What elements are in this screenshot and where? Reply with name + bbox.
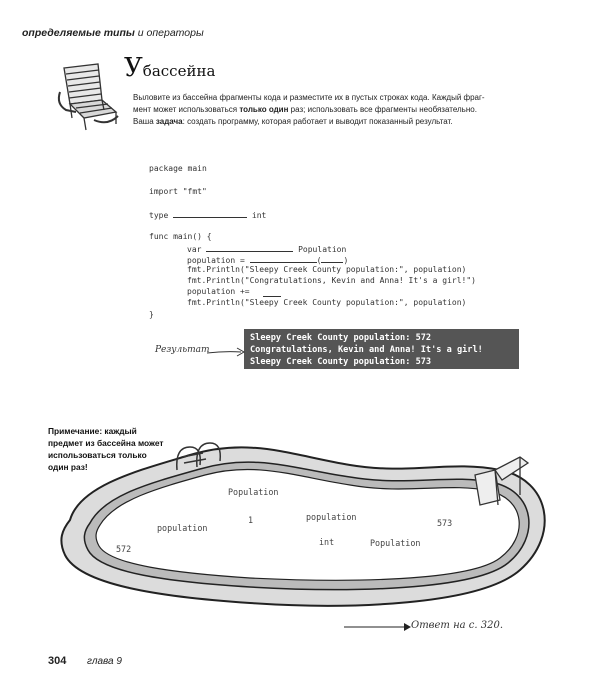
increment-text: population += [187, 287, 250, 296]
fragment[interactable]: Population [370, 538, 421, 548]
arrow-right-icon [207, 346, 247, 358]
blank-slot[interactable] [321, 254, 343, 263]
code-line-increment [187, 287, 250, 296]
blank-slot[interactable] [206, 243, 293, 252]
lounge-chair-icon [50, 60, 125, 135]
blank-slot[interactable] [263, 288, 281, 297]
instructions-text: мент может использоваться [133, 105, 238, 115]
code-line-println-3: fmt.Println("Sleepy Creek County population:", population) [187, 298, 467, 307]
output-line: Congratulations, Kevin and Anna! It's a girl! [250, 345, 483, 355]
fragment[interactable]: Population [228, 487, 279, 497]
running-header [22, 27, 204, 39]
instructions-emphasis: только один [239, 105, 289, 115]
blank-slot[interactable] [173, 209, 247, 218]
arrow-right-icon [344, 622, 414, 632]
instructions-line-2 [133, 104, 533, 116]
fragment[interactable]: 1 [248, 515, 254, 525]
title-first-letter: У [124, 53, 143, 83]
result-label: Результат [155, 345, 210, 355]
fragment[interactable]: int [319, 537, 335, 547]
header-rest: и операторы [137, 27, 204, 39]
type-keyword: type [149, 211, 169, 220]
assign-text: population = [187, 256, 245, 265]
instructions-line-3 [133, 116, 533, 128]
output-line: Sleepy Creek County population: 573 [250, 357, 432, 367]
output-console [244, 329, 519, 369]
header-bold: определяемые типы [22, 27, 135, 39]
note-text: Примечание: каждый предмет из бассейна может использоваться только один раз! [48, 426, 164, 472]
code-line-import: import "fmt" [149, 187, 207, 196]
fragment[interactable]: 573 [437, 518, 453, 528]
paren-close: ) [343, 256, 349, 265]
code-line-type [149, 209, 266, 220]
pool-illustration [50, 425, 555, 620]
code-line-assign [187, 254, 348, 265]
instructions-text: Ваша [133, 117, 154, 127]
var-keyword: var [187, 245, 202, 254]
code-line-println-1: fmt.Println("Sleepy Creek County population:", population) [187, 265, 467, 274]
code-line-package: package main [149, 164, 207, 173]
instructions-text: : создать программу, которая работает и выводит показанный результат. [182, 117, 453, 127]
instructions-text: раз; использовать все фрагменты необязательно. [290, 105, 477, 115]
var-type: Population [298, 245, 347, 254]
code-line-println-2: fmt.Println("Congratulations, Kevin and Anna! It's a girl!") [187, 276, 476, 285]
fragment[interactable]: 572 [116, 544, 132, 554]
paren-open: ( [316, 256, 322, 265]
instructions-line-1: Выловите из бассейна фрагменты кода и разместите их в пустых строках кода. Каждый фраг- [133, 93, 485, 102]
page-number: 304 [48, 655, 67, 667]
fragment[interactable]: population [306, 512, 357, 522]
output-line: Sleepy Creek County population: 572 [250, 333, 432, 343]
code-line-var [187, 243, 346, 254]
blank-slot[interactable] [250, 254, 317, 263]
title-rest: бассейна [142, 62, 216, 80]
answer-reference[interactable]: Ответ на с. 320. [411, 620, 504, 631]
section-title [124, 53, 216, 83]
fragment[interactable]: population [157, 523, 208, 533]
type-int: int [251, 211, 267, 220]
code-line-close: } [149, 310, 154, 319]
instructions-emphasis: задача [155, 117, 183, 127]
instructions [133, 92, 533, 129]
code-line-func: func main() { [149, 232, 212, 241]
chapter-label: глава 9 [87, 656, 122, 667]
